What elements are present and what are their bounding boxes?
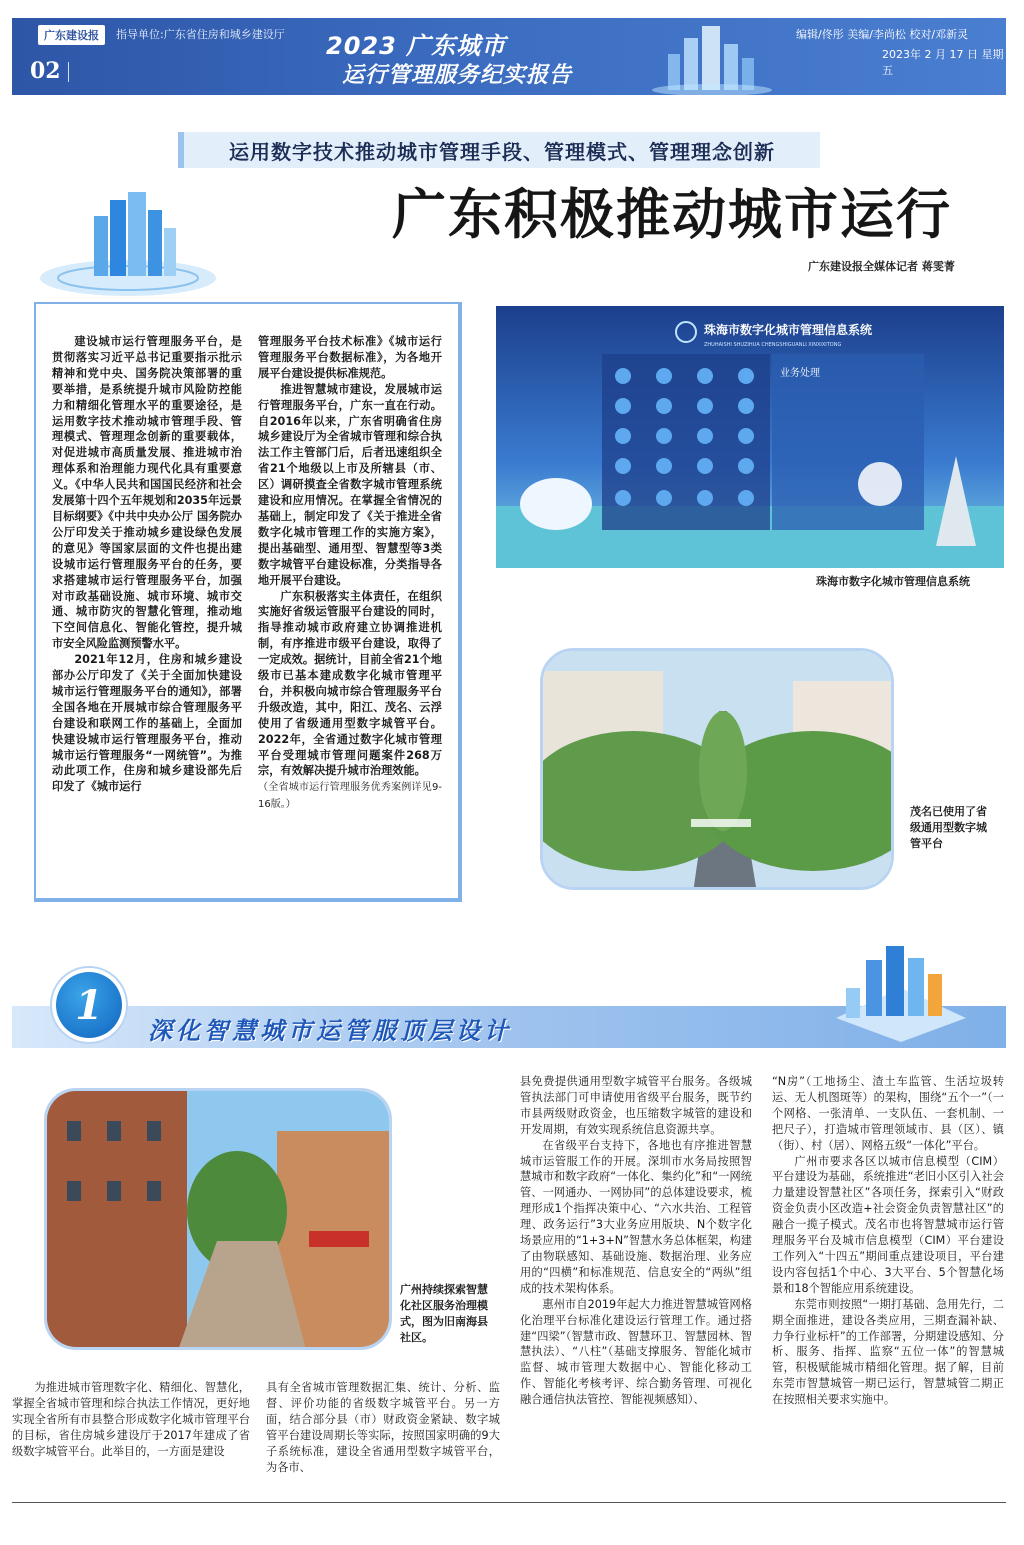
body-paragraph: 为推进城市管理数字化、精细化、智慧化，掌握全省城市管理和综合执法工作情况，更好地实现全省所有市县整合形成数字化城市管理平台的目标，省住房城乡建设厅于2017年建成了省级数字城管平台。此举目的，一方面是建设	[12, 1381, 250, 1458]
guidance-unit: 指导单位:广东省住房和城乡建设厅	[116, 28, 285, 41]
zhuhai-caption: 珠海市数字化城市管理信息系统	[816, 575, 970, 588]
body-paragraph: 具有全省城市管理数据汇集、统计、分析、监督、评价功能的省级数字城管平台。另一方面，结合部分县（市）财政资金紧缺、数字城管平台建设周期长等实际，按照国家明确的9大子系统标准，建设全省通用型数字城管平台，为各市、	[266, 1381, 500, 1474]
body-paragraph: 县免费提供通用型数字城管平台服务。各级城管执法部门可申请使用省级平台服务，既节约市县两级财政资金，也压缩数字城管的建设和开发周期，有效实现系统信息资源共享。	[520, 1075, 752, 1136]
section-number: 1	[56, 972, 122, 1038]
maoming-street-photo	[540, 648, 894, 890]
digital-city-graphic	[36, 186, 226, 296]
page-number: 02	[30, 58, 61, 84]
body-paragraph: 广州市要求各区以城市信息模型（CIM）平台建设为基础，系统推进“老旧小区引入社会力量建设智慧社区”各项任务，探索引入“财政资金负责小区改造+社会资金负责智慧社区”的融合一揽子模式。茂名市也将智慧城市运行管理服务平台及城市信息模型（CIM）平台建设工作列入“十四五”期间重点建设项目，平台建设内容包括1个中心、3大平台、5个智慧化场景和18个智能应用系统建设。	[772, 1154, 1004, 1295]
intro-column-left	[52, 334, 242, 795]
editors-credit: 编辑/佟彤 美编/李尚松 校对/邓新灵	[796, 28, 969, 41]
zhuhai-system-photo	[496, 306, 1004, 568]
intro-paragraph: 2021年12月，住房和城乡建设部办公厅印发了《关于全面加快建设城市运行管理服务平台的通知》，部署全国各地在开展城市综合管理服务平台建设和联网工作的基础上，全面加快建设城市运行管理服务平台，推动城市运行管理服务“一网统管”。为推动此项工作，住房和城乡建设部先后印发了《城市运行	[52, 653, 242, 794]
section1-column-3	[520, 1074, 752, 1408]
screen-pinyin: ZHUHAISHI SHUZIHUA CHENGSHIGUANLI XINXIXITONG	[704, 342, 842, 348]
subheadline: 运用数字技术推动城市管理手段、管理模式、管理理念创新	[178, 132, 820, 168]
bottom-rule	[12, 1502, 1006, 1503]
guangzhou-community-image	[47, 1091, 392, 1350]
section1-column-2	[266, 1380, 500, 1475]
section-title: 深化智慧城市运管服顶层设计	[148, 1017, 512, 1045]
intro-paragraph: 建设城市运行管理服务平台，是贯彻落实习近平总书记重要指示批示精神和党中央、国务院决策部署的重要举措，是系统提升城市风险防控能力和精细化管理水平的重要途径，是运用数字技术推动城市管理手段、管理模式、管理理念创新的重要载体，对促进城市高质量发展、推进城市治理体系和治理能力现代化具有重要意义。《中华人民共和国国民经济和社会发展第十四个五年规划和2035年远景目标纲要》《中共中央办公厅 国务院办公厅印发关于推动城乡建设绿色发展的意见》等国家层面的文件也提出建设城市运行管理服务平台的任务，要求搭建城市运行管理服务平台，加强对市政基础设施、城市环境、城市交通、城市防灾的智慧化管理，推动地下空间信息化、智能化管控，提升城市安全风险监测预警水平。	[52, 335, 242, 651]
report-title-line2: 运行管理服务纪实报告	[342, 63, 573, 88]
body-paragraph: 东莞市则按照“一期打基础、急用先行，二期全面推进，建设各类应用，三期查漏补缺、力争行业标杆”的工作部署，分期建设感知、分析、服务、指挥、监察“五位一体”的智慧城管，积极赋能城市精细化管理。据了解，目前东莞市智慧城管一期已运行，智慧城管二期正在按照相关要求实施中。	[772, 1297, 1004, 1407]
intro-paragraph: 广东积极落实主体责任，在组织实施好省级运管服平台建设的同时，指导推动城市政府建立协调推进机制，有序推进市级平台建设，取得了一定成效。据统计，目前全省21个地级市已基本建成数字化城市管理平台，并积极向城市综合管理服务平台升级改造，其中，阳江、茂名、云浮使用了省级通用型数字城管平台。2022年，全省通过数字化城市管理平台受理城市管理问题案件268万宗，有效解决提升城市治理效能。	[258, 589, 442, 778]
section1-column-4	[772, 1074, 1004, 1408]
page-divider	[68, 62, 69, 82]
guangzhou-caption: 广州持续探索智慧化社区服务治理模式，图为旧南海县社区。	[400, 1283, 488, 1344]
smart-city-phone-graphic	[826, 938, 976, 1042]
maoming-caption: 茂名已使用了省级通用型数字城管平台	[910, 805, 987, 850]
intro-paragraph: 管理服务平台技术标准》《城市运行管理服务平台数据标准》，为各地开展平台建设提供标准规范。	[258, 335, 442, 380]
screen-title: 珠海市数字化城市管理信息系统	[704, 323, 873, 337]
guangzhou-community-photo	[44, 1088, 392, 1350]
city-skyline-graphic	[648, 18, 788, 95]
byline: 广东建设报全媒体记者 蒋雯菁	[808, 260, 955, 273]
issue-date: 2023年 2 月 17 日 星期五	[882, 48, 1004, 77]
body-paragraph: “N房”（工地扬尘、渣土车监管、生活垃圾转运、无人机图斑等）的架构，围绕“五个一”（一个网格、一张清单、一支队伍、一套机制、一把尺子），打造城市管理领域市、县（区）、镇（街）、村（居）、网格五级“一体化”平台。	[772, 1075, 1004, 1152]
body-paragraph: 惠州市自2019年起大力推进智慧城管网格化治理平台标准化建设运行管理工作。通过搭建“四梁”（智慧市政、智慧环卫、智慧园林、智慧执法）、“八柱”（基础支撑服务、智能化城市监督、城市管理大数据中心、智能化移动工作、智能化考核考评、综合勤务管理、可视化融合通信执法管控、智能视频感知）、	[520, 1297, 752, 1407]
masthead	[12, 18, 1006, 95]
body-paragraph: 在省级平台支持下，各地也有序推进智慧城市运管服工作的开展。深圳市水务局按照智慧城市和数字政府“一体化、集约化”和“一网统管、一网通办、一网协同”的总体建设要求，梳理形成1个指挥决策中心、“六水共治、工程管理、政务运行”3大业务应用版块、N个数字化场景应用的“1+3+N”智慧水务总体框架，构建了由物联感知、基础设施、数据治理、业务应用的“四横”和标准规范、信息安全的“两纵”组成的技术架构体系。	[520, 1138, 752, 1295]
headline: 广东积极推动城市运行	[392, 182, 952, 246]
paper-tag: 广东建设报	[38, 25, 105, 45]
maoming-street-image	[543, 651, 894, 890]
intro-note: （全省城市运行管理服务优秀案例详见9-16版。）	[258, 782, 442, 811]
section1-column-1	[12, 1380, 250, 1460]
intro-column-right	[258, 334, 442, 813]
screen-panel-title: 业务处理	[780, 368, 820, 379]
report-title-line1: 2023 广东城市	[326, 32, 507, 60]
zhuhai-screen-image	[496, 306, 1004, 568]
intro-paragraph: 推进智慧城市建设，发展城市运行管理服务平台，广东一直在行动。自2016年以来，广东省明确省住房城乡建设厅为全省城市管理和综合执法工作主管部门后，后者迅速组织全省21个地级以上市及所辖县（市、区）调研摸查全省数字城市管理系统建设和应用情况。在掌握全省情况的基础上，制定印发了《关于推进全省数字化城市管理工作的实施方案》，提出基础型、通用型、智慧型等3类数字城管平台建设标准，分类指导各地开展平台建设。	[258, 382, 442, 587]
